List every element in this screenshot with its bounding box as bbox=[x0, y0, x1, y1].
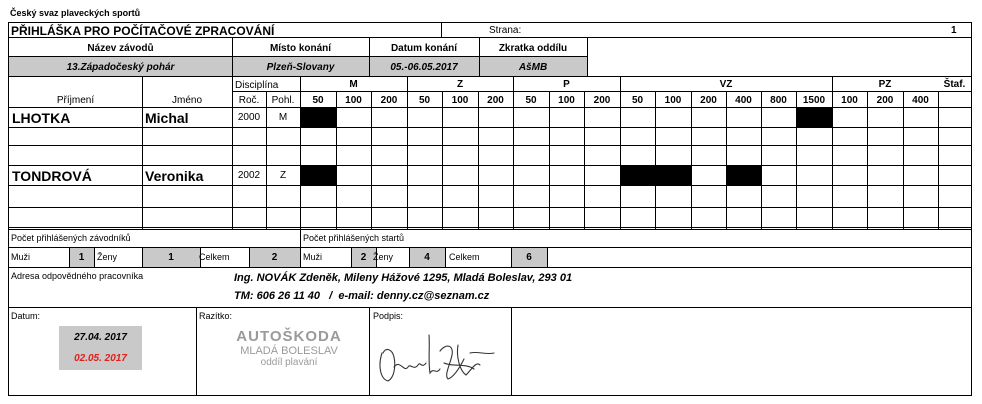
starts-count-label: Počet přihlášených startů bbox=[303, 233, 405, 243]
relay-header: Štaf. bbox=[943, 79, 966, 90]
meet-name-header: Název závodů bbox=[87, 43, 154, 54]
starts-total-count: 6 bbox=[526, 252, 532, 263]
stamp-line-1: AUTOŠKODA bbox=[236, 328, 342, 345]
swimmers-total-label: Celkem bbox=[199, 252, 230, 262]
distance-header: 100 bbox=[664, 95, 682, 106]
meet-place-header: Místo konání bbox=[269, 43, 332, 54]
stamp-label: Razítko: bbox=[199, 311, 233, 321]
contact-label: Adresa odpovědného pracovníka bbox=[11, 271, 144, 281]
distance-header: 200 bbox=[487, 95, 504, 106]
discipline-label: Disciplína bbox=[235, 80, 279, 91]
signature-label: Podpis: bbox=[373, 311, 404, 321]
swimmer-1-firstname: Michal bbox=[145, 110, 189, 126]
starts-women-count: 4 bbox=[424, 252, 430, 263]
meet-place: Plzeň-Slovany bbox=[266, 62, 335, 73]
swimmer-2-firstname: Veronika bbox=[145, 168, 204, 184]
swimmer-2-year: 2002 bbox=[237, 170, 261, 181]
distance-header: 50 bbox=[418, 95, 431, 106]
stroke-header-z: Z bbox=[456, 79, 464, 90]
swimmers-total-count: 2 bbox=[271, 252, 278, 263]
distance-header: 100 bbox=[841, 95, 858, 106]
entry-mark bbox=[655, 166, 691, 186]
swimmer-1-sex: M bbox=[278, 112, 288, 123]
swimmers-women-count: 1 bbox=[168, 252, 174, 263]
swimmers-count-label: Počet přihlášených závodníků bbox=[11, 233, 131, 243]
starts-women-label: Ženy bbox=[373, 252, 394, 262]
stroke-header-m: M bbox=[349, 79, 358, 90]
swimmer-1-surname: LHOTKA bbox=[12, 110, 71, 126]
surname-header: Příjmení bbox=[56, 95, 95, 106]
starts-total-label: Celkem bbox=[449, 252, 480, 262]
swimmers-men-label: Muži bbox=[11, 252, 31, 262]
contact-phone-email: TM: 606 26 11 40 / e-mail: denny.cz@seznam.cz bbox=[234, 290, 490, 302]
signed-date-1: 27.04. 2017 bbox=[74, 332, 127, 343]
stamp-line-2: MLADÁ BOLESLAV bbox=[240, 345, 338, 357]
swimmers-women-label: Ženy bbox=[97, 252, 118, 262]
stamp-line-3: oddíl plavání bbox=[260, 357, 318, 368]
starts-men-label: Muži bbox=[303, 252, 323, 262]
stroke-header-vz: VZ bbox=[719, 79, 733, 90]
page-number: 1 bbox=[951, 25, 957, 36]
meet-name: 13.Západočeský pohár bbox=[66, 62, 175, 73]
distance-header: 200 bbox=[876, 95, 894, 106]
distance-header: 50 bbox=[312, 95, 324, 106]
swimmer-2-surname: TONDROVÁ bbox=[12, 168, 92, 184]
form-title: PŘIHLÁŠKA PRO POČÍTAČOVÉ ZPRACOVÁNÍ bbox=[11, 24, 275, 38]
entry-form bbox=[8, 22, 972, 396]
entry-mark bbox=[796, 108, 832, 128]
distance-header: 400 bbox=[912, 95, 929, 106]
year-header: Roč. bbox=[238, 95, 260, 106]
entry-mark bbox=[300, 108, 336, 128]
contact-address: Ing. NOVÁK Zdeněk, Mileny Hážové 1295, Mladá Boleslav, 293 01 bbox=[234, 272, 573, 284]
starts-men-count: 2 bbox=[360, 252, 367, 263]
entry-mark bbox=[300, 166, 336, 186]
distance-header: 200 bbox=[380, 95, 398, 106]
distance-header: 100 bbox=[345, 95, 362, 106]
distance-header: 50 bbox=[525, 95, 537, 106]
entry-mark bbox=[620, 166, 655, 186]
meet-date-header: Datum konání bbox=[390, 43, 458, 54]
firstname-header: Jméno bbox=[171, 95, 202, 106]
swimmer-1-year: 2000 bbox=[237, 112, 261, 123]
distance-header: 400 bbox=[735, 95, 752, 106]
distance-header: 200 bbox=[593, 95, 611, 106]
distance-header: 800 bbox=[770, 95, 787, 106]
stroke-header-p: P bbox=[563, 79, 570, 90]
organization-name: Český svaz plaveckých sportů bbox=[10, 8, 141, 18]
distance-header: 50 bbox=[631, 95, 644, 106]
signed-date-2: 02.05. 2017 bbox=[74, 353, 127, 364]
club-stamp bbox=[224, 328, 354, 368]
club-code-header: Zkratka oddílu bbox=[498, 43, 568, 54]
handwritten-signature bbox=[374, 323, 504, 391]
swimmer-2-sex: Z bbox=[279, 170, 287, 181]
club-code: AšMB bbox=[518, 62, 548, 73]
distance-header: 1500 bbox=[802, 95, 826, 106]
distance-header: 200 bbox=[700, 95, 717, 106]
swimmers-men-count: 1 bbox=[78, 252, 85, 263]
sex-header: Pohl. bbox=[271, 95, 295, 106]
distance-header: 100 bbox=[558, 95, 575, 106]
meet-date: 05.-06.05.2017 bbox=[390, 62, 458, 73]
entry-mark bbox=[726, 166, 761, 186]
distance-header: 100 bbox=[451, 95, 469, 106]
stroke-header-pz: PZ bbox=[878, 79, 892, 90]
page-label: Strana: bbox=[489, 25, 522, 36]
date-label: Datum: bbox=[11, 311, 41, 321]
